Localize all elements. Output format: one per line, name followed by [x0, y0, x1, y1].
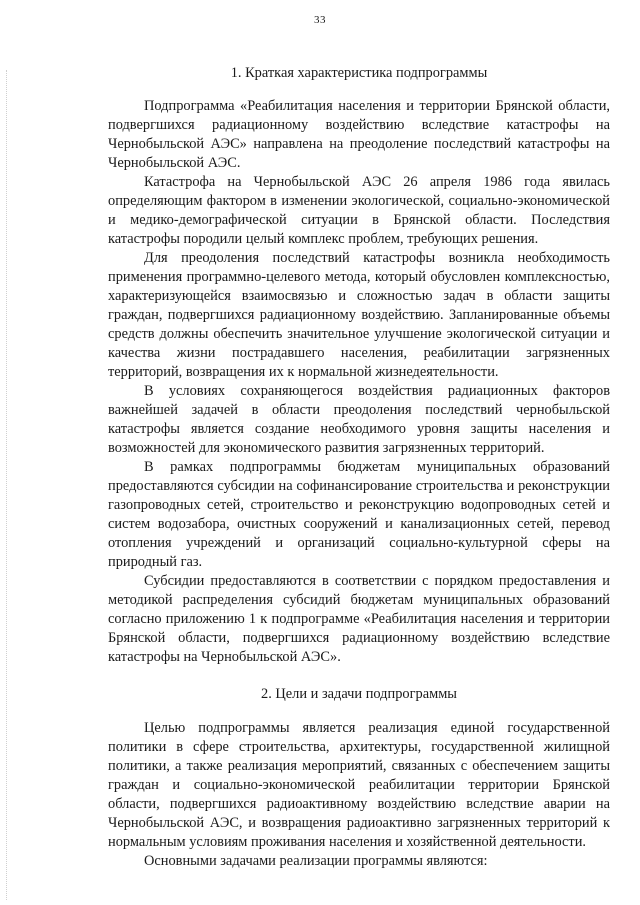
section-1-paragraph-6: Субсидии предоставляются в соответствии с порядком предоставления и методикой распределения субсидий бюджетам муниципальных образований согласно приложению 1 к подпрограмме «Реабилитация населения и территории Брянской области, подвергшихся радиационному воздействию вследствие катастрофы на Чернобыльской АЭС». — [108, 573, 610, 665]
section-2-paragraph-2: Основными задачами реализации программы являются: — [144, 853, 488, 869]
section-1-paragraph-1: Подпрограмма «Реабилитация населения и территории Брянской области, подвергшихся радиационному воздействию вследствие катастрофы на Чернобыльской АЭС» направлена на преодоление последствий катастрофы на Чернобыльской АЭС. — [108, 98, 610, 171]
scan-margin-artifact — [6, 70, 8, 900]
section-2-heading: 2. Цели и задачи подпрограммы — [261, 686, 457, 702]
section-1-paragraph-2: Катастрофа на Чернобыльской АЭС 26 апреля 1986 года явилась определяющим фактором в изменении экологической, социально-экономической и медико-демографической ситуации в Брянской области. Последствия катастрофы породили целый комплекс проблем, требующих решения. — [108, 174, 610, 247]
page-number: 33 — [314, 14, 326, 26]
document-body — [108, 64, 610, 871]
section-2-paragraph-1: Целью подпрограммы является реализация единой государственной политики в сфере строительства, архитектуры, государственной жилищной политики, а также реализация мероприятий, связанных с обеспечением защиты граждан и социально-экономической реабилитации территории Брянской области, подвергшихся радиоактивному воздействию вследствие аварии на Чернобыльской АЭС, и возвращения радиоактивно загрязненных территорий к нормальным условиям проживания населения и хозяйственной деятельности. — [108, 720, 610, 850]
section-1-paragraph-5: В рамках подпрограммы бюджетам муниципальных образований предоставляются субсидии на софинансирование строительства и реконструкции газопроводных сетей, строительство и реконструкцию водопроводных сетей и систем водозабора, очистных сооружений и канализационных сетей, перевод отопления учреждений и организаций социально-культурной сферы на природный газ. — [108, 459, 610, 570]
section-1-heading: 1. Краткая характеристика подпрограммы — [230, 65, 488, 81]
section-1-paragraph-4: В условиях сохраняющегося воздействия радиационных факторов важнейшей задачей в области преодоления последствий чернобыльской катастрофы является создание необходимого уровня защиты населения и возможностей для экономического развития загрязненных территорий. — [108, 383, 610, 456]
section-1-paragraph-3: Для преодоления последствий катастрофы возникла необходимость применения программно-целевого метода, который обусловлен комплексностью, характеризующейся взаимосвязью и сложностью задач в области защиты граждан, подвергшихся радиационному воздействию. Запланированные объемы средств должны обеспечить значительное улучшение экологической ситуации и качества жизни пострадавшего населения, реабилитации загрязненных территорий, возвращения их к нормальной жизнедеятельности. — [108, 250, 610, 380]
